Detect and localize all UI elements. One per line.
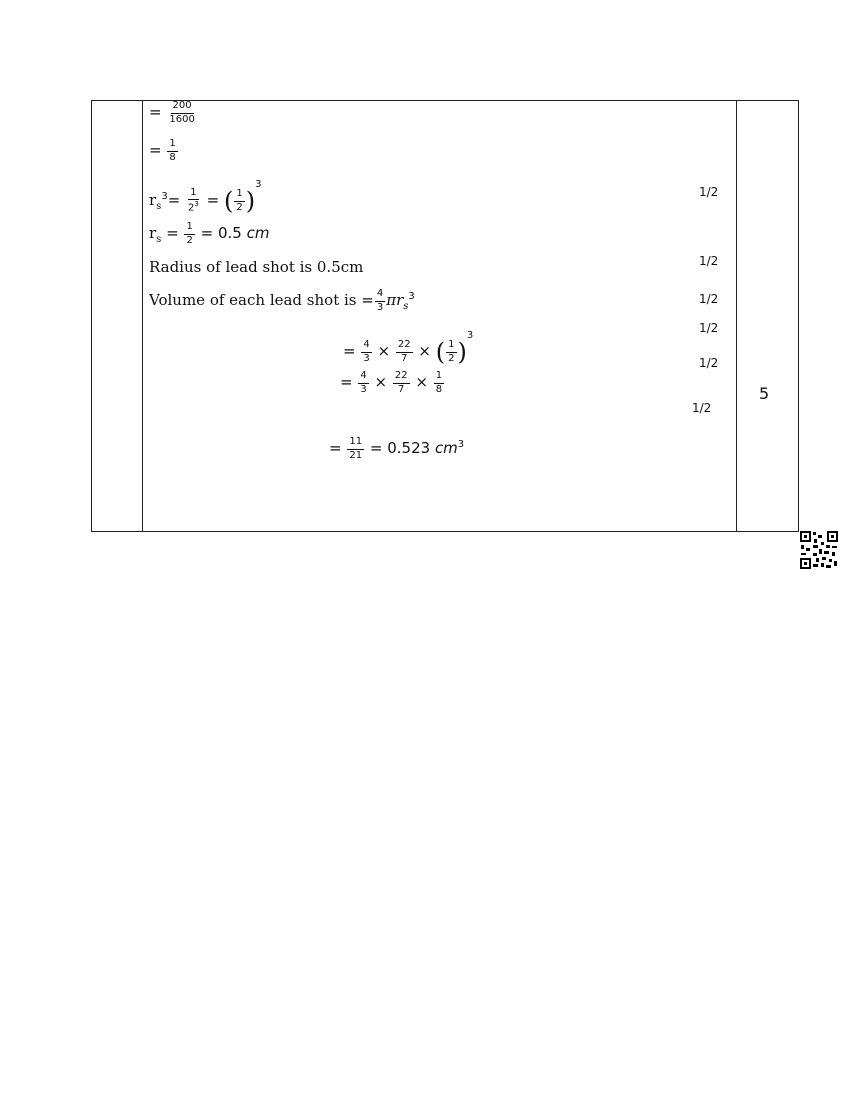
times-sign: ×: [377, 342, 391, 360]
equation-rs-half: [149, 222, 269, 246]
numerator: 4: [361, 340, 371, 353]
volume-step-1: [343, 331, 473, 364]
marking-scheme-table: [91, 100, 799, 532]
result-value: = 0.523: [369, 439, 431, 457]
equals-sign: =: [149, 141, 162, 159]
subscript-s: s: [156, 201, 162, 212]
total-marks: 5: [759, 384, 770, 403]
fraction: [167, 139, 177, 163]
denominator: 8: [169, 151, 176, 163]
numerator: 1: [188, 188, 198, 201]
denominator: [186, 200, 201, 214]
exponent: 3: [408, 291, 415, 302]
subscript-s: s: [156, 234, 162, 245]
denominator: 8: [435, 383, 443, 395]
numerator: 1: [184, 222, 194, 235]
power: 3: [255, 179, 262, 190]
volume-step-2: [340, 371, 445, 395]
numerator: 200: [171, 101, 194, 114]
equals-sign: =: [167, 191, 181, 209]
equation-200-over-1600: [149, 101, 198, 125]
equals-sign: =: [329, 439, 342, 457]
variable-r: r: [149, 224, 157, 242]
column-divider-left: [142, 101, 143, 531]
mark-half: 1/2: [692, 401, 712, 415]
equals-sign: =: [361, 291, 374, 309]
unit: cm: [434, 439, 458, 457]
fraction: [393, 371, 410, 395]
fraction: [186, 188, 201, 214]
fraction: [375, 289, 385, 313]
variable-r: r: [396, 291, 404, 309]
fraction: [358, 371, 368, 395]
times-sign: ×: [374, 373, 388, 391]
volume-result: [329, 437, 464, 461]
column-divider-right: [736, 101, 737, 531]
denominator-exponent: 3: [194, 200, 199, 209]
denominator: 7: [398, 383, 405, 395]
denominator: 3: [363, 352, 370, 364]
fraction: [347, 437, 364, 461]
numerator: 1: [167, 139, 177, 152]
equals-sign: =: [149, 103, 162, 121]
subscript-s: s: [403, 301, 409, 312]
numerator: 4: [375, 289, 385, 302]
denominator: 2: [186, 234, 193, 246]
power: 3: [466, 330, 474, 341]
mark-half: 1/2: [699, 254, 719, 268]
pi-symbol: π: [386, 291, 397, 309]
variable-r: r: [149, 191, 157, 209]
fraction: [234, 189, 244, 213]
right-paren: ): [457, 338, 467, 366]
mark-half: 1/2: [699, 321, 719, 335]
qr-code-icon: [799, 530, 839, 570]
volume-formula-line: [149, 289, 415, 313]
unit-exponent: 3: [457, 439, 465, 450]
fraction: [446, 340, 456, 364]
left-paren: (: [435, 338, 446, 366]
exponent: 3: [161, 191, 168, 202]
numerator: 22: [393, 371, 410, 384]
fraction: [396, 340, 413, 364]
denominator: 3: [376, 301, 384, 313]
times-sign: ×: [415, 373, 428, 391]
result-value: = 0.5: [200, 224, 242, 242]
fraction: [361, 340, 371, 364]
times-sign: ×: [418, 342, 431, 360]
volume-statement: Volume of each lead shot is: [149, 291, 357, 309]
unit: cm: [246, 224, 270, 242]
fraction: [434, 371, 444, 395]
denominator: 1600: [169, 113, 195, 125]
denominator: 7: [401, 352, 408, 364]
denominator-base: 2: [188, 202, 195, 214]
equals-sign: =: [340, 373, 353, 391]
left-paren: (: [224, 187, 234, 215]
equation-rs-cubed: [149, 180, 262, 214]
equals-sign: =: [206, 191, 220, 209]
denominator: 21: [349, 449, 363, 461]
mark-half: 1/2: [699, 356, 719, 370]
denominator: 2: [236, 201, 243, 213]
equals-sign: =: [166, 224, 179, 242]
mark-half: 1/2: [699, 185, 719, 199]
numerator: 1: [434, 371, 444, 384]
fraction: [167, 101, 196, 125]
mark-half: 1/2: [699, 292, 719, 306]
denominator: 2: [448, 352, 455, 364]
numerator: 4: [358, 371, 368, 384]
numerator: 1: [234, 189, 244, 202]
numerator: 11: [347, 437, 364, 450]
radius-statement: Radius of lead shot is 0.5cm: [149, 258, 364, 276]
fraction: [184, 222, 194, 246]
right-paren: ): [245, 187, 256, 215]
equation-1-over-8: [149, 139, 179, 163]
equals-sign: =: [343, 342, 356, 360]
numerator: 22: [396, 340, 413, 353]
denominator: 3: [360, 383, 367, 395]
numerator: 1: [446, 340, 456, 353]
